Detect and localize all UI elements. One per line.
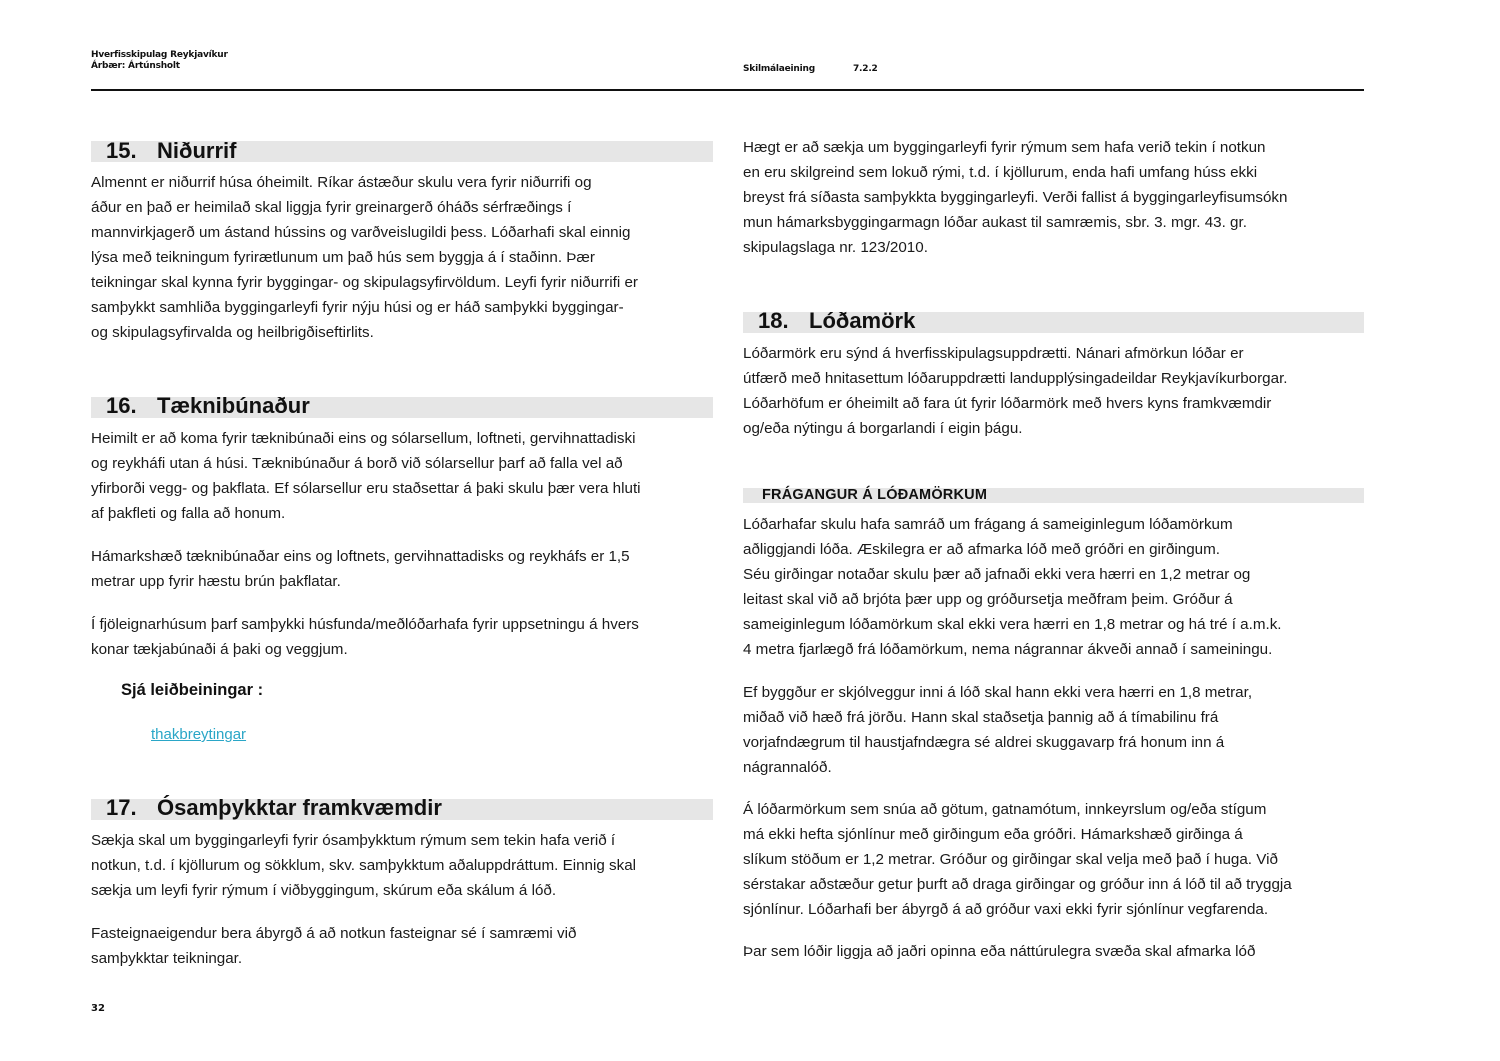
section-18-heading [758,309,915,333]
text-line: sjónlínur. Lóðarhafi ber ábyrgð á að gróður vaxi ekki fyrir sjónlínur vegfarenda. [743,901,1269,918]
text-line: aðliggjandi lóða. Æskilegra er að afmarka lóð með gróðri en girðingum. [743,541,1220,558]
subsection-heading: FRÁGANGUR Á LÓÐAMÖRKUM [762,487,988,503]
text-line: Í fjöleignarhúsum þarf samþykki húsfunda/meðlóðarhafa fyrir uppsetningu á hvers [91,616,639,633]
section-number: 18. [758,308,789,333]
text-line: Ef byggður er skjólveggur inni á lóð skal hann ekki vera hærri en 1,8 metrar, [743,684,1253,701]
text-line: Heimilt er að koma fyrir tæknibúnaði eins og sólarsellum, loftneti, gervihnattadiski [91,430,636,447]
document-title: Hverfisskipulag Reykjavíkur [91,50,228,60]
section-number: 17. [106,795,137,820]
page-number: 32 [91,1003,105,1014]
text-line: sameiginlegum lóðamörkum skal ekki vera hærri en 1,8 metrar og há tré í a.m.k. [743,616,1282,633]
text-line: Lóðarhafar skulu hafa samráð um frágang á sameiginlegum lóðamörkum [743,516,1233,533]
text-line: af þakfleti og falla að honum. [91,505,286,522]
text-line: lýsa með teikningum fyrirætlunum um það hús sem byggja á í staðinn. Þær [91,249,595,266]
text-line: nágrannalóð. [743,759,832,776]
text-line: miðað við hæð frá jörðu. Hann skal staðsetja þannig að á tímabilinu frá [743,709,1219,726]
text-line: Lóðarmörk eru sýnd á hverfisskipulagsuppdrætti. Nánari afmörkun lóðar er [743,345,1244,362]
text-line: yfirborði vegg- og þakflata. Ef sólarsellur eru staðsettar á þaki skulu þær vera hluti [91,480,641,497]
text-line: Hægt er að sækja um byggingarleyfi fyrir rýmum sem hafa verið tekin í notkun [743,139,1266,156]
text-line: Þar sem lóðir liggja að jaðri opinna eða náttúrulegra svæða skal afmarka lóð [743,943,1256,960]
text-line: Á lóðarmörkum sem snúa að götum, gatnamótum, innkeyrslum og/eða stígum [743,801,1267,818]
section-16-heading [106,394,310,418]
unit-label: Skilmálaeining [743,64,815,74]
section-number: 15. [106,138,137,163]
text-line: skipulagslaga nr. 123/2010. [743,239,928,256]
text-line: mannvirkjagerð um ástand hússins og varðveislugildi þess. Lóðarhafi skal einnig [91,224,631,241]
text-line: mun hámarksbyggingarmagn lóðar aukast til samræmis, sbr. 3. mgr. 43. gr. [743,214,1247,231]
text-line: og/eða nýtingu á borgarlandi í eigin þágu. [743,420,1023,437]
text-line: metrar upp fyrir hæstu brún þakflatar. [91,573,341,590]
text-line: samþykktar teikningar. [91,950,243,967]
section-15-heading [106,139,236,163]
header-divider [91,89,1364,91]
text-line: konar tækjabúnaði á þaki og veggjum. [91,641,348,658]
guidelines-link[interactable]: thakbreytingar [151,726,247,743]
text-line: Sækja skal um byggingarleyfi fyrir ósamþykktum rýmum sem tekin hafa verið í [91,832,616,849]
section-17-heading [106,796,442,820]
section-number: 16. [106,393,137,418]
text-line: Séu girðingar notaðar skulu þær að jafnaði ekki vera hærri en 1,2 metrar og [743,566,1251,583]
text-line: en eru skilgreind sem lokuð rými, t.d. í kjöllurum, enda hafi umfang húss ekki [743,164,1258,181]
text-line: Lóðarhöfum er óheimilt að fara út fyrir lóðarmörk með hvers kyns framkvæmdir [743,395,1272,412]
text-line: breyst frá síðasta samþykkta byggingarleyfi. Verði fallist á byggingarleyfisumsókn [743,189,1288,206]
text-line: má ekki hefta sjónlínur með girðingum eða gróðri. Hámarkshæð girðinga á [743,826,1243,843]
text-line: og reykháfi utan á húsi. Tæknibúnaður á borð við sólarsellur þarf að falla vel að [91,455,623,472]
text-line: slíkum stöðum er 1,2 metrar. Gróður og girðingar skal velja með það í huga. Við [743,851,1278,868]
text-line: áður en það er heimilað skal liggja fyrir greinargerð óháðs sérfræðings í [91,199,572,216]
text-line: 4 metra fjarlægð frá lóðamörkum, nema nágrannar ákveði annað í sameiningu. [743,641,1273,658]
text-line: Almennt er niðurrif húsa óheimilt. Ríkar ástæður skulu vera fyrir niðurrifi og [91,174,592,191]
text-line: teikningar skal kynna fyrir byggingar- og skipulagsyfirvöldum. Leyfi fyrir niðurrifi er [91,274,638,291]
text-line: notkun, t.d. í kjöllurum og sökklum, skv. samþykktum aðaluppdráttum. Einnig skal [91,857,637,874]
see-guidelines-label: Sjá leiðbeiningar : [121,681,264,699]
unit-value: 7.2.2 [853,64,878,74]
section-title: Niðurrif [157,138,237,163]
text-line: vorjafndægrum til haustjafndægra sé aldrei skuggavarp frá honum inn á [743,734,1225,751]
text-line: og skipulagsyfirvalda og heilbrigðiseftirlits. [91,324,374,341]
text-line: Fasteignaeigendur bera ábyrgð á að notkun fasteignar sé í samræmi við [91,925,577,942]
section-title: Ósamþykktar framkvæmdir [157,795,442,820]
text-line: samþykkt samhliða byggingarleyfi fyrir nýju húsi og er háð samþykki byggingar- [91,299,624,316]
document-subtitle: Árbær: Ártúnsholt [91,61,180,71]
text-line: sækja um leyfi fyrir rýmum í viðbyggingum, skúrum eða skálum á lóð. [91,882,557,899]
section-title: Tæknibúnaður [157,393,310,418]
text-line: leitast skal við að brjóta þær upp og gróðursetja meðfram þeim. Gróður á [743,591,1233,608]
text-line: Hámarkshæð tæknibúnaðar eins og loftnets, gervihnattadisks og reykháfs er 1,5 [91,548,630,565]
section-title: Lóðamörk [809,308,916,333]
text-line: sérstakar aðstæður getur þurft að draga girðingar og gróður inn á lóð til að tryggja [743,876,1292,893]
text-line: útfærð með hnitasettum lóðaruppdrætti landupplýsingadeildar Reykjavíkurborgar. [743,370,1288,387]
